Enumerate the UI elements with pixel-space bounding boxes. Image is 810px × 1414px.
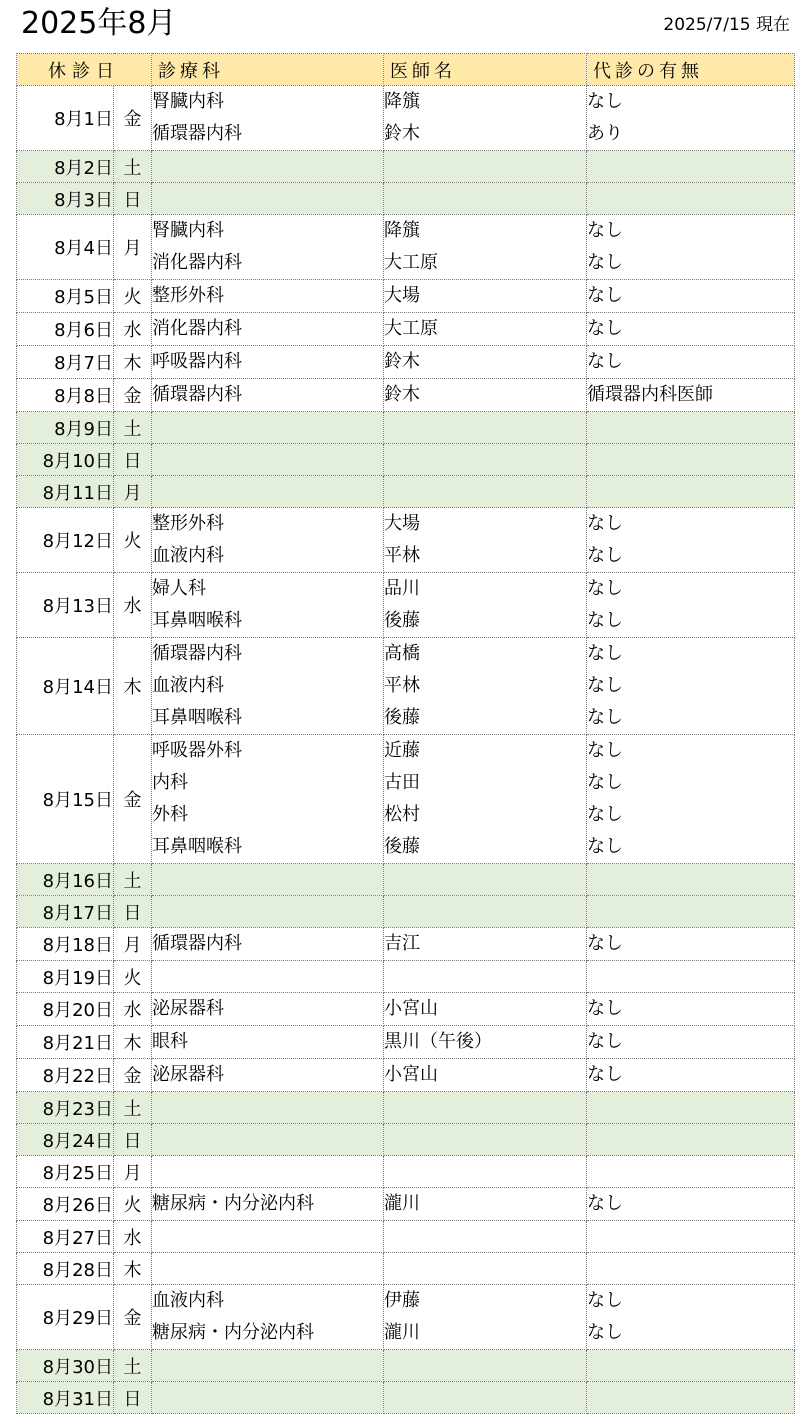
closed-date: 8月14日: [17, 638, 114, 735]
substitute-status: なし: [587, 1193, 623, 1214]
substitute-cell: [587, 573, 795, 638]
substitute-status: なし: [587, 998, 623, 1019]
closed-date: 8月24日: [17, 1124, 114, 1156]
doctor-cell: [384, 476, 587, 508]
table-row: [17, 86, 795, 151]
closed-date: 8月27日: [17, 1221, 114, 1253]
department-cell: [152, 735, 384, 864]
department-cell: [152, 961, 384, 993]
substitute-status: なし: [587, 610, 623, 631]
table-row: [17, 896, 795, 928]
substitute-status: なし: [587, 707, 623, 728]
substitute-status: なし: [587, 804, 623, 825]
title-bar: [0, 0, 810, 52]
doctor-name: 大場: [384, 513, 420, 534]
closure-schedule-table: [16, 53, 795, 1414]
substitute-cell: [587, 412, 795, 444]
department-cell: [152, 864, 384, 896]
doctor-name: 瀧川: [384, 1193, 420, 1214]
substitute-status: なし: [587, 513, 623, 534]
doctor-cell: [384, 1156, 587, 1188]
department-cell: [152, 444, 384, 476]
weekday: 木: [114, 1253, 152, 1285]
substitute-cell: [587, 1350, 795, 1382]
substitute-cell: [587, 961, 795, 993]
weekday: 木: [114, 638, 152, 735]
substitute-status: なし: [587, 252, 623, 273]
substitute-cell: [587, 313, 795, 346]
substitute-cell: [587, 86, 795, 151]
doctor-name: 吉江: [384, 933, 420, 954]
closed-date: 8月10日: [17, 444, 114, 476]
doctor-cell: [384, 1026, 587, 1059]
department-cell: [152, 928, 384, 961]
table-row: [17, 508, 795, 573]
closed-date: 8月17日: [17, 896, 114, 928]
closed-date: 8月16日: [17, 864, 114, 896]
weekday: 水: [114, 993, 152, 1026]
doctor-cell: [384, 508, 587, 573]
doctor-name: 鈴木: [384, 123, 420, 144]
weekday: 土: [114, 864, 152, 896]
substitute-status: 循環器内科医師: [587, 384, 713, 405]
closed-date: 8月20日: [17, 993, 114, 1026]
column-header-substitute: 代診の有無: [587, 54, 795, 86]
substitute-cell: [587, 928, 795, 961]
department-name: 糖尿病・内分泌内科: [152, 1322, 314, 1343]
department-cell: [152, 1221, 384, 1253]
table-row: [17, 183, 795, 215]
table-row: [17, 444, 795, 476]
substitute-cell: [587, 1059, 795, 1092]
department-name: 腎臓内科: [152, 91, 224, 112]
closed-date: 8月21日: [17, 1026, 114, 1059]
doctor-name: 降籏: [384, 220, 420, 241]
department-cell: [152, 476, 384, 508]
table-row: [17, 1253, 795, 1285]
closed-date: 8月31日: [17, 1382, 114, 1414]
closed-date: 8月26日: [17, 1188, 114, 1221]
department-cell: [152, 379, 384, 412]
department-name: 婦人科: [152, 578, 206, 599]
table-row: [17, 1124, 795, 1156]
substitute-status: なし: [587, 1064, 623, 1085]
closed-date: 8月5日: [17, 280, 114, 313]
doctor-name: 黒川（午後）: [384, 1031, 492, 1052]
closed-date: 8月4日: [17, 215, 114, 280]
closed-date: 8月13日: [17, 573, 114, 638]
table-row: [17, 928, 795, 961]
substitute-cell: [587, 215, 795, 280]
closed-date: 8月15日: [17, 735, 114, 864]
doctor-name: 後藤: [384, 836, 420, 857]
column-header-closed-day: 休診日: [17, 54, 152, 86]
weekday: 日: [114, 896, 152, 928]
department-name: 循環器内科: [152, 123, 242, 144]
weekday: 土: [114, 1350, 152, 1382]
department-name: 呼吸器内科: [152, 351, 242, 372]
doctor-name: 小宮山: [384, 998, 438, 1019]
doctor-name: 高橋: [384, 643, 420, 664]
table-header: [17, 54, 795, 86]
substitute-status: なし: [587, 220, 623, 241]
department-cell: [152, 638, 384, 735]
header-row: [17, 54, 795, 86]
substitute-cell: [587, 379, 795, 412]
substitute-cell: [587, 1285, 795, 1350]
weekday: 木: [114, 1026, 152, 1059]
doctor-name: 大場: [384, 285, 420, 306]
doctor-name: 鈴木: [384, 351, 420, 372]
weekday: 日: [114, 1382, 152, 1414]
department-name: 血液内科: [152, 675, 224, 696]
doctor-cell: [384, 1124, 587, 1156]
department-cell: [152, 1026, 384, 1059]
closed-date: 8月8日: [17, 379, 114, 412]
table-row: [17, 1026, 795, 1059]
weekday: 日: [114, 444, 152, 476]
substitute-status: なし: [587, 318, 623, 339]
substitute-status: なし: [587, 933, 623, 954]
substitute-cell: [587, 1253, 795, 1285]
doctor-cell: [384, 573, 587, 638]
as-of-date: 2025/7/15 現在: [663, 15, 790, 35]
doctor-cell: [384, 638, 587, 735]
substitute-status: なし: [587, 836, 623, 857]
department-name: 呼吸器外科: [152, 740, 242, 761]
doctor-cell: [384, 1253, 587, 1285]
substitute-cell: [587, 638, 795, 735]
doctor-cell: [384, 313, 587, 346]
substitute-status: なし: [587, 740, 623, 761]
doctor-name: 小宮山: [384, 1064, 438, 1085]
department-cell: [152, 215, 384, 280]
department-name: 血液内科: [152, 545, 224, 566]
substitute-cell: [587, 508, 795, 573]
substitute-cell: [587, 280, 795, 313]
substitute-status: なし: [587, 351, 623, 372]
table-row: [17, 1188, 795, 1221]
substitute-status: なし: [587, 1322, 623, 1343]
table-row: [17, 412, 795, 444]
substitute-status: なし: [587, 675, 623, 696]
substitute-status: なし: [587, 285, 623, 306]
doctor-name: 近藤: [384, 740, 420, 761]
column-header-doctor: 医師名: [384, 54, 587, 86]
department-cell: [152, 896, 384, 928]
doctor-name: 瀧川: [384, 1322, 420, 1343]
closed-date: 8月1日: [17, 86, 114, 151]
department-cell: [152, 993, 384, 1026]
substitute-cell: [587, 1124, 795, 1156]
doctor-name: 鈴木: [384, 384, 420, 405]
weekday: 月: [114, 1156, 152, 1188]
department-cell: [152, 313, 384, 346]
substitute-status: なし: [587, 91, 623, 112]
table-row: [17, 961, 795, 993]
substitute-cell: [587, 1382, 795, 1414]
weekday: 火: [114, 508, 152, 573]
weekday: 火: [114, 280, 152, 313]
closed-date: 8月29日: [17, 1285, 114, 1350]
doctor-cell: [384, 1285, 587, 1350]
table-row: [17, 1350, 795, 1382]
table-row: [17, 346, 795, 379]
substitute-status: なし: [587, 772, 623, 793]
department-cell: [152, 183, 384, 215]
table-body: [17, 86, 795, 1414]
doctor-cell: [384, 1382, 587, 1414]
doctor-name: 降籏: [384, 91, 420, 112]
closed-date: 8月11日: [17, 476, 114, 508]
weekday: 月: [114, 928, 152, 961]
table-row: [17, 1092, 795, 1124]
table-row: [17, 1285, 795, 1350]
department-cell: [152, 1253, 384, 1285]
department-cell: [152, 508, 384, 573]
department-cell: [152, 1382, 384, 1414]
closed-date: 8月6日: [17, 313, 114, 346]
page-title: 2025年8月: [21, 6, 177, 41]
closed-date: 8月9日: [17, 412, 114, 444]
substitute-cell: [587, 864, 795, 896]
department-name: 循環器内科: [152, 384, 242, 405]
department-name: 循環器内科: [152, 643, 242, 664]
doctor-name: 伊藤: [384, 1290, 420, 1311]
doctor-cell: [384, 1188, 587, 1221]
weekday: 木: [114, 346, 152, 379]
weekday: 日: [114, 1124, 152, 1156]
department-cell: [152, 1188, 384, 1221]
table-row: [17, 1059, 795, 1092]
doctor-cell: [384, 864, 587, 896]
closed-date: 8月3日: [17, 183, 114, 215]
weekday: 土: [114, 412, 152, 444]
department-name: 血液内科: [152, 1290, 224, 1311]
doctor-cell: [384, 444, 587, 476]
doctor-cell: [384, 1221, 587, 1253]
doctor-cell: [384, 961, 587, 993]
substitute-status: なし: [587, 1290, 623, 1311]
table-row: [17, 864, 795, 896]
weekday: 月: [114, 215, 152, 280]
table-row: [17, 1156, 795, 1188]
doctor-cell: [384, 215, 587, 280]
department-name: 外科: [152, 804, 188, 825]
department-cell: [152, 1285, 384, 1350]
table-row: [17, 735, 795, 864]
doctor-cell: [384, 1059, 587, 1092]
table-row: [17, 313, 795, 346]
department-name: 眼科: [152, 1031, 188, 1052]
closed-date: 8月23日: [17, 1092, 114, 1124]
department-cell: [152, 1124, 384, 1156]
department-name: 泌尿器科: [152, 1064, 224, 1085]
department-name: 糖尿病・内分泌内科: [152, 1193, 314, 1214]
department-name: 消化器内科: [152, 252, 242, 273]
department-cell: [152, 1092, 384, 1124]
department-name: 整形外科: [152, 513, 224, 534]
weekday: 金: [114, 1059, 152, 1092]
substitute-cell: [587, 476, 795, 508]
weekday: 金: [114, 379, 152, 412]
table-row: [17, 1221, 795, 1253]
substitute-status: あり: [587, 123, 623, 144]
department-cell: [152, 151, 384, 183]
table-row: [17, 476, 795, 508]
weekday: 金: [114, 86, 152, 151]
department-name: 腎臓内科: [152, 220, 224, 241]
doctor-name: 大工原: [384, 318, 438, 339]
department-cell: [152, 346, 384, 379]
doctor-cell: [384, 280, 587, 313]
weekday: 土: [114, 151, 152, 183]
weekday: 水: [114, 573, 152, 638]
doctor-cell: [384, 346, 587, 379]
table-row: [17, 573, 795, 638]
department-cell: [152, 573, 384, 638]
substitute-cell: [587, 896, 795, 928]
doctor-name: 古田: [384, 772, 420, 793]
weekday: 火: [114, 1188, 152, 1221]
substitute-cell: [587, 735, 795, 864]
doctor-cell: [384, 183, 587, 215]
substitute-status: なし: [587, 578, 623, 599]
weekday: 金: [114, 1285, 152, 1350]
department-name: 耳鼻咽喉科: [152, 836, 242, 857]
weekday: 水: [114, 313, 152, 346]
substitute-status: なし: [587, 545, 623, 566]
table-row: [17, 151, 795, 183]
closed-date: 8月19日: [17, 961, 114, 993]
substitute-status: なし: [587, 643, 623, 664]
closed-date: 8月12日: [17, 508, 114, 573]
doctor-cell: [384, 86, 587, 151]
table-row: [17, 280, 795, 313]
doctor-cell: [384, 412, 587, 444]
closed-date: 8月22日: [17, 1059, 114, 1092]
substitute-cell: [587, 151, 795, 183]
substitute-cell: [587, 183, 795, 215]
doctor-cell: [384, 1092, 587, 1124]
department-cell: [152, 1059, 384, 1092]
table-row: [17, 993, 795, 1026]
doctor-name: 平林: [384, 675, 420, 696]
weekday: 水: [114, 1221, 152, 1253]
doctor-name: 後藤: [384, 610, 420, 631]
doctor-cell: [384, 151, 587, 183]
weekday: 土: [114, 1092, 152, 1124]
substitute-cell: [587, 1156, 795, 1188]
department-cell: [152, 280, 384, 313]
doctor-name: 品川: [384, 578, 420, 599]
doctor-cell: [384, 379, 587, 412]
substitute-status: なし: [587, 1031, 623, 1052]
table-row: [17, 379, 795, 412]
weekday: 火: [114, 961, 152, 993]
column-header-department: 診療科: [152, 54, 384, 86]
department-name: 消化器内科: [152, 318, 242, 339]
table-row: [17, 638, 795, 735]
table-row: [17, 215, 795, 280]
department-name: 耳鼻咽喉科: [152, 610, 242, 631]
department-name: 整形外科: [152, 285, 224, 306]
department-name: 内科: [152, 772, 188, 793]
weekday: 日: [114, 183, 152, 215]
closed-date: 8月28日: [17, 1253, 114, 1285]
doctor-name: 松村: [384, 804, 420, 825]
doctor-cell: [384, 928, 587, 961]
doctor-cell: [384, 1350, 587, 1382]
doctor-name: 平林: [384, 545, 420, 566]
closed-date: 8月2日: [17, 151, 114, 183]
closed-date: 8月25日: [17, 1156, 114, 1188]
closed-date: 8月7日: [17, 346, 114, 379]
closed-date: 8月30日: [17, 1350, 114, 1382]
substitute-cell: [587, 1221, 795, 1253]
substitute-cell: [587, 993, 795, 1026]
substitute-cell: [587, 1188, 795, 1221]
department-name: 耳鼻咽喉科: [152, 707, 242, 728]
department-name: 循環器内科: [152, 933, 242, 954]
substitute-cell: [587, 346, 795, 379]
closed-date: 8月18日: [17, 928, 114, 961]
doctor-name: 後藤: [384, 707, 420, 728]
substitute-cell: [587, 444, 795, 476]
weekday: 金: [114, 735, 152, 864]
department-cell: [152, 86, 384, 151]
substitute-cell: [587, 1092, 795, 1124]
department-cell: [152, 1156, 384, 1188]
table-row: [17, 1382, 795, 1414]
doctor-name: 大工原: [384, 252, 438, 273]
department-name: 泌尿器科: [152, 998, 224, 1019]
doctor-cell: [384, 735, 587, 864]
department-cell: [152, 412, 384, 444]
weekday: 月: [114, 476, 152, 508]
doctor-cell: [384, 896, 587, 928]
department-cell: [152, 1350, 384, 1382]
substitute-cell: [587, 1026, 795, 1059]
doctor-cell: [384, 993, 587, 1026]
